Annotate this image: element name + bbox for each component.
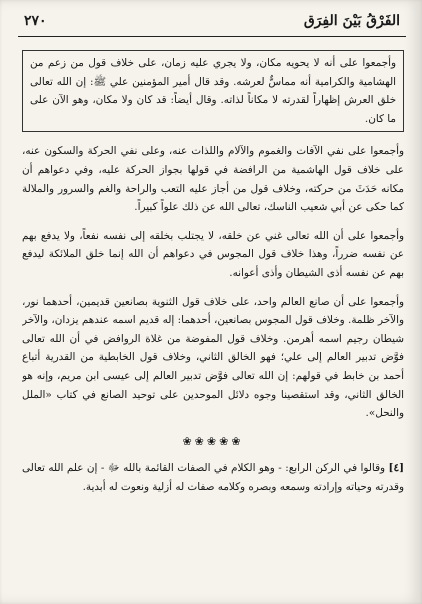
page-number: ٢٧٠ [24, 13, 47, 29]
section-ornament: ❀❀❀❀❀ [182, 434, 244, 448]
paragraph-1: وأجمعوا على نفي الآفات والغموم والآلام واللذات عنه، وعلى نفي الحركة والسكون عنه، على خلاف قول الهاشمية من الرافضة في قولها بجواز الحركة عليه، وفي دعواهم أن مكانه حَدَثَ من حركته، وخلاف قول من أجاز عليه التعب والراحة والغم والسرور والملالة كما حكى عن أبي شعيب الناسك، تعالى الله عن ذلك علواً كبيراً. [22, 145, 404, 214]
paragraph-4 [22, 459, 404, 496]
paragraph-3: وأجمعوا على أن صانع العالم واحد، على خلاف قول الثنوية بصانعين قديمين، أحدهما نور، والآخر ظلمة. وخلاف قول المجوس بصانعين، أحدهما: إله قديم اسمه عندهم يزدان، والآخر شيطان رجيم اسمه أهرمن. وخلاف قول المفوضة من غلاة الروافض في أن الله تعالى فوَّض تدبير العالم إلى علي؛ فهو الخالق الثاني، وخلاف قول الخابطية من القدرية أتباع أحمد بن خابط في قولهم: إن الله تعالى فوَّض تدبير العالم إلى عيسى ابن مريم، وإنه هو الخالق الثاني، وقد استقصينا وجوه دلائل الموحدين على توحيد الصانع في كتاب «الملل والنحل». [22, 295, 404, 420]
page-header [18, 11, 406, 37]
paragraph-2: وأجمعوا على أن الله تعالى غني عن خلقه، لا يجتلب بخلقه إلى نفسه نفعاً، ولا يدفع بهم عن نفسه ضرراً، وهذا خلاف قول المجوس في دعواهم أن الله إنما خلق الملائكة ليدفع بهم عن نفسه أذى الشيطان وأذى أعوانه. [22, 229, 404, 279]
running-title: الفَرْقُ بَيْنَ الفِرَق [303, 13, 400, 29]
boxed-paragraph: وأجمعوا على أنه لا يحويه مكان، ولا يجري عليه زمان، على خلاف قول من زعم من الهشامية والكرامية أنه مماسٌّ لعرشه. وقد قال أمير المؤمنين علي ﷺ: إن الله تعالى خلق العرش إظهاراً لقدرته لا مكاناً لذاته. وقال أيضاً: قد كان ولا مكان، وهو الآن على ما كان. [22, 50, 404, 132]
paragraph-4-text: وقالوا في الركن الرابع: - وهو الكلام في الصفات القائمة بالله ﷻ - إن علم الله تعالى وقدرته وحياته وإرادته وسمعه وبصره وكلامه صفات له أزلية ونعوت له أبدية. [22, 462, 404, 493]
paragraph-reference-number: [٤] [388, 462, 404, 475]
header-rule [18, 36, 406, 37]
page-body [22, 46, 404, 596]
